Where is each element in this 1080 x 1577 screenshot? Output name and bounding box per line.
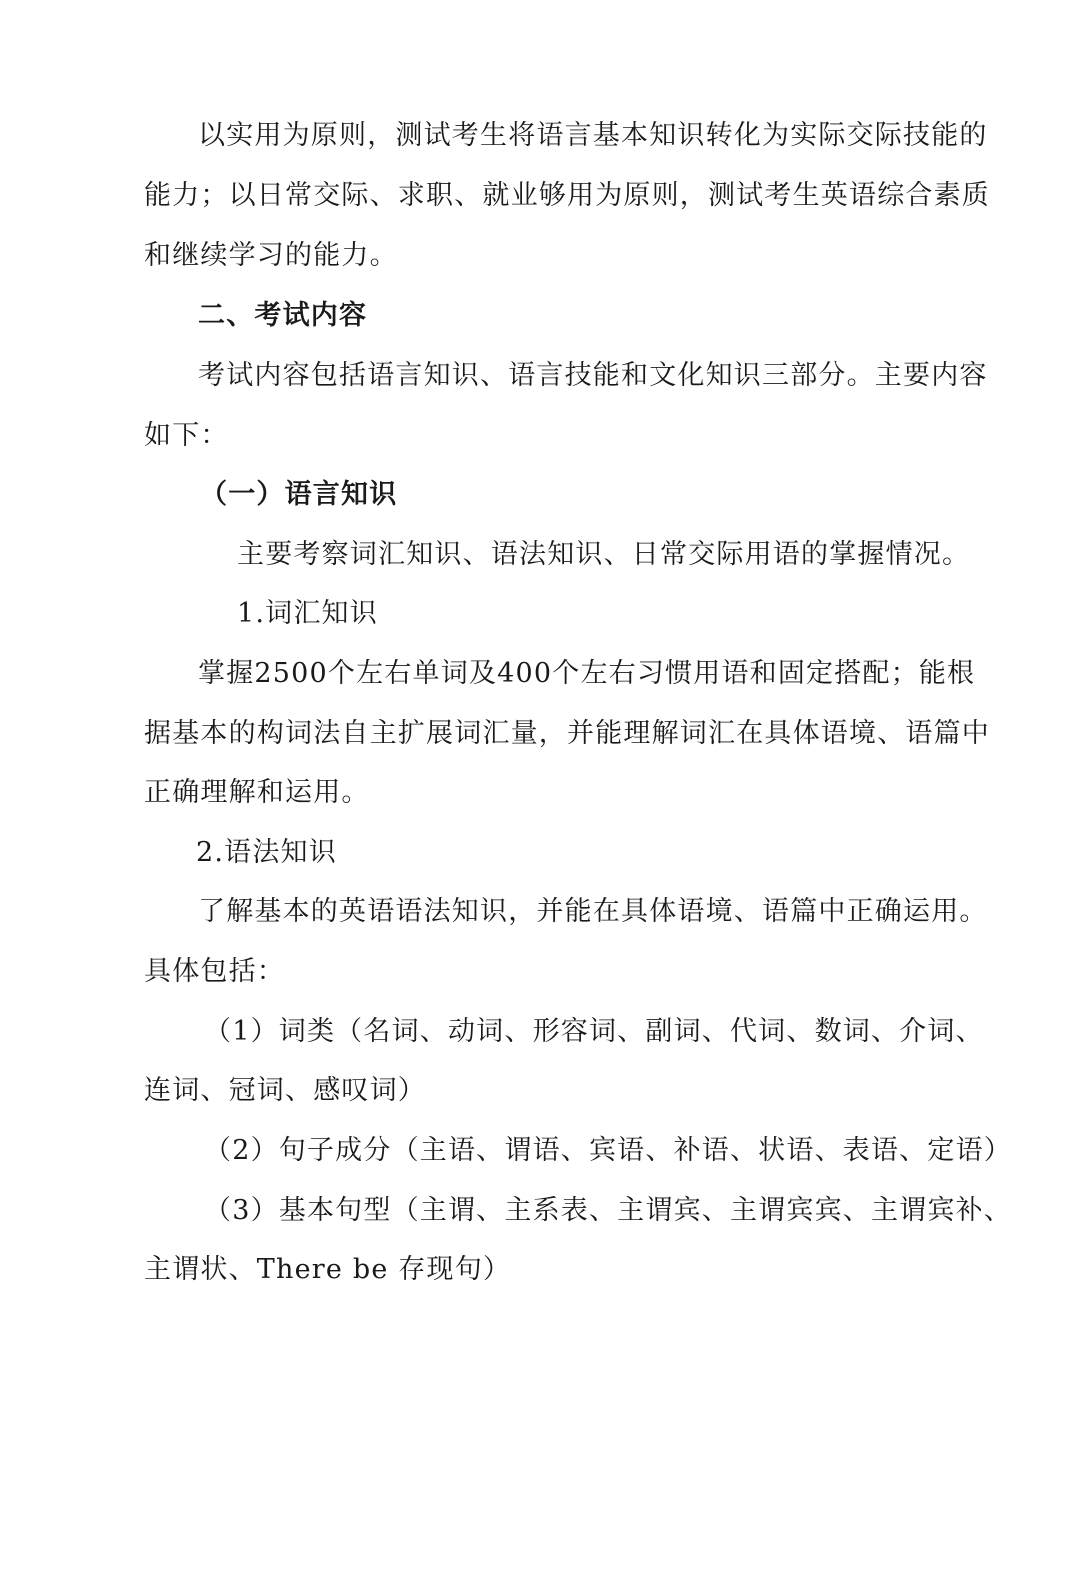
paragraph-line: 和继续学习的能力。: [144, 240, 398, 271]
item-heading: 2.语法知识: [196, 837, 337, 868]
list-item-line: 连词、冠词、感叹词）: [144, 1075, 426, 1106]
item-heading: 1.词汇知识: [237, 598, 378, 629]
list-item-line: 主谓状、There be 存现句）: [144, 1254, 512, 1285]
list-item-line: （2）句子成分（主语、谓语、宾语、补语、状语、表语、定语）: [204, 1135, 1012, 1166]
paragraph-line: 据基本的构词法自主扩展词汇量，并能理解词汇在具体语境、语篇中: [144, 718, 990, 749]
paragraph-line: 能力；以日常交际、求职、就业够用为原则，测试考生英语综合素质: [144, 180, 990, 211]
section-heading: 二、考试内容: [198, 300, 368, 331]
list-item-line: （1）词类（名词、动词、形容词、副词、代词、数词、介词、: [204, 1016, 984, 1047]
subsection-heading: （一）语言知识: [200, 479, 398, 510]
paragraph-line: 如下：: [144, 420, 229, 451]
paragraph-line: 具体包括：: [144, 956, 285, 987]
paragraph-line: 正确理解和运用。: [144, 777, 370, 808]
paragraph-line: 掌握2500个左右单词及400个左右习惯用语和固定搭配；能根: [198, 658, 976, 689]
paragraph-line: 了解基本的英语语法知识，并能在具体语境、语篇中正确运用。: [198, 896, 988, 927]
paragraph-line: 考试内容包括语言知识、语言技能和文化知识三部分。主要内容: [198, 360, 988, 391]
paragraph-line: 以实用为原则，测试考生将语言基本知识转化为实际交际技能的: [198, 120, 988, 151]
paragraph-line: 主要考察词汇知识、语法知识、日常交际用语的掌握情况。: [237, 539, 971, 570]
list-item-line: （3）基本句型（主谓、主系表、主谓宾、主谓宾宾、主谓宾补、: [204, 1195, 1012, 1226]
